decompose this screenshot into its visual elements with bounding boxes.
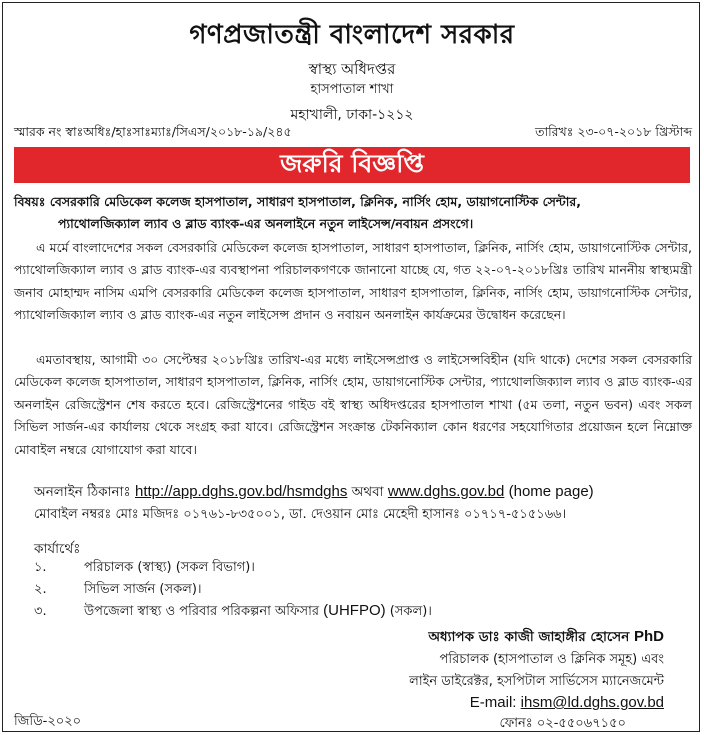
signatory-phone: ফোনঃ ০২-৫৫০৬৭১৫০ bbox=[499, 716, 626, 731]
email-link[interactable]: ihsm@ld.dghs.gov.bd bbox=[520, 694, 664, 711]
signatory-degree: PhD bbox=[634, 628, 664, 645]
list-item bbox=[34, 558, 255, 579]
subject-line-1: বেসরকারি মেডিকেল কলেজ হাসপাতাল, সাধারণ হাসপাতাল, ক্লিনিক, নার্সিং হোম, ডায়াগনোস্টিক সেন্টার, bbox=[49, 194, 582, 209]
or-text: অথবা bbox=[351, 484, 384, 500]
list-item-number: ৩. bbox=[34, 604, 47, 619]
gd-code: জিডি-২০২০ bbox=[14, 714, 82, 729]
list-item-number: ১. bbox=[34, 560, 47, 575]
body-paragraph-1: এ মর্মে বাংলাদেশের সকল বেসরকারি মেডিকেল কলেজ হাসপাতাল, সাধারণ হাসপাতাল, ক্লিনিক, নার্সিং হোম, ডায়াগনোস্টিক সেন্টার, প্যাথোলজিক্যাল ল্যাব ও ব্লাড ব্যাংক-এর ব্যবস্থাপনা পরিচালকগণকে জানানো যাচ্ছে যে, গত ২২-০৭-২০১৮খ্রিঃ তারিখ মাননীয় স্বাস্থ্যমন্ত্রী জনাব মোহাম্মদ নাসিম এমপি বেসরকারি মেডিকেল কলেজ হাসপাতাল, সাধারণ হাসপাতাল, ক্লিনিক, নার্সিং হোম, ডায়াগনোস্টিক সেন্টার, প্যাথোলজিক্যাল ল্যাব ও ব্লাড ব্যাংক-এর নতুন লাইসেন্স প্রদান ও নবায়ন অনলাইন কার্যক্রমের উদ্বোধন করেছেন। bbox=[14, 240, 692, 323]
list-item bbox=[34, 602, 432, 623]
hsmdghs-link[interactable]: http://app.dghs.gov.bd/hsmdghs bbox=[135, 483, 348, 500]
signatory-name-text: অধ্যাপক ডাঃ কাজী জাহাঙ্গীর হোসেন bbox=[428, 629, 630, 645]
list-item-number: ২. bbox=[34, 582, 47, 597]
urgent-notice-banner bbox=[14, 147, 690, 183]
memo-date: তারিখঃ ২৩-০৭-২০১৮ খ্রিস্টাব্দ bbox=[535, 124, 692, 139]
banner-title: জরুরি বিজ্ঞপ্তি bbox=[280, 148, 424, 178]
list-item-text: উপজেলা স্বাস্থ্য ও পরিবার পরিকল্পনা অফিসার bbox=[84, 604, 319, 619]
memo-number: স্মারক নং স্বাঃঅধিঃ/হাঃসাঃম্যাঃ/সিএস/২০১৮-১৯/২৪৫ bbox=[14, 124, 292, 139]
uhfpo-abbr: (UHFPO) bbox=[323, 602, 386, 619]
list-item-text: পরিচালক (স্বাস্থ্য) (সকল বিভাগ)। bbox=[84, 560, 255, 575]
subject-label: বিষয়ঃ bbox=[14, 194, 46, 209]
email-label: E-mail: bbox=[469, 694, 517, 711]
signatory-email bbox=[470, 694, 664, 711]
homepage-note: (home page) bbox=[508, 483, 594, 500]
branch-name: হাসপাতাল শাখা bbox=[310, 82, 394, 97]
office-address: মহাখালী, ঢাকা-১২১২ bbox=[290, 107, 414, 123]
online-address-line bbox=[34, 481, 594, 504]
government-title: গণপ্রজাতন্ত্রী বাংলাদেশ সরকার bbox=[189, 20, 515, 50]
list-item-text: সিভিল সার্জন (সকল)। bbox=[84, 582, 202, 597]
subject-line-2: প্যাথোলজিক্যাল ল্যাব ও ব্লাড ব্যাংক-এর অনলাইনে নতুন লাইসেন্স/নবায়ন প্রসংগে। bbox=[58, 216, 474, 231]
list-item-tail: (সকল)। bbox=[389, 604, 432, 619]
signatory-title-2: লাইন ডাইরেক্টর, হসপিটাল সার্ভিসেস ম্যানেজমেন্ট bbox=[409, 674, 664, 689]
body-paragraph-2: এমতাবস্থায়, আগামী ৩০ সেপ্টেম্বর ২০১৮খ্রিঃ তারিখ-এর মধ্যে লাইসেন্সপ্রাপ্ত ও লাইসেন্সবিহীন (যদি থাকে) দেশের সকল বেসরকারি মেডিকেল কলেজ হাসপাতাল, সাধারণ হাসপাতাল, ক্লিনিক, নার্সিং হোম, ডায়াগনোস্টিক সেন্টার, প্যাথোলজিক্যাল ল্যাব ও ব্লাড ব্যাংক-এর অনলাইন রেজিস্ট্রেশন শেষ করতে হবে। রেজিস্ট্রেশনের গাইড বই স্বাস্থ্য অধিদপ্তরের হাসপাতাল শাখা (৫ম তলা, নতুন ভবন) এবং সকল সিভিল সার্জন-এর কার্যালয় থেকে সংগ্রহ করা যাবে। রেজিস্ট্রেশন সংক্রান্ত টেকনিক্যাল কোন ধরণের সহযোগিতার প্রয়োজন হলে নিম্নোক্ত মোবাইল নম্বরে যোগাযোগ করা যাবে। bbox=[14, 352, 692, 457]
department-name: স্বাস্থ্য অধিদপ্তর bbox=[308, 60, 396, 78]
mobile-numbers: মোবাইল নম্বরঃ মোঃ মজিদঃ ০১৭৬১-৮৩৫০০১, ডা. দেওয়ান মোঃ মেহেদী হাসানঃ ০১৭১৭-৫১৫১৬৬। bbox=[34, 507, 567, 522]
signatory-title-1: পরিচালক (হাসপাতাল ও ক্লিনিক সমূহ) এবং bbox=[439, 652, 664, 667]
signatory-name bbox=[428, 626, 664, 649]
list-item bbox=[34, 580, 202, 601]
dghs-homepage-link[interactable]: www.dghs.gov.bd bbox=[387, 483, 505, 500]
action-label: কার্যার্থেঃ bbox=[34, 541, 81, 557]
subject-block bbox=[14, 191, 690, 235]
online-label: অনলাইন ঠিকানাঃ bbox=[34, 484, 131, 500]
